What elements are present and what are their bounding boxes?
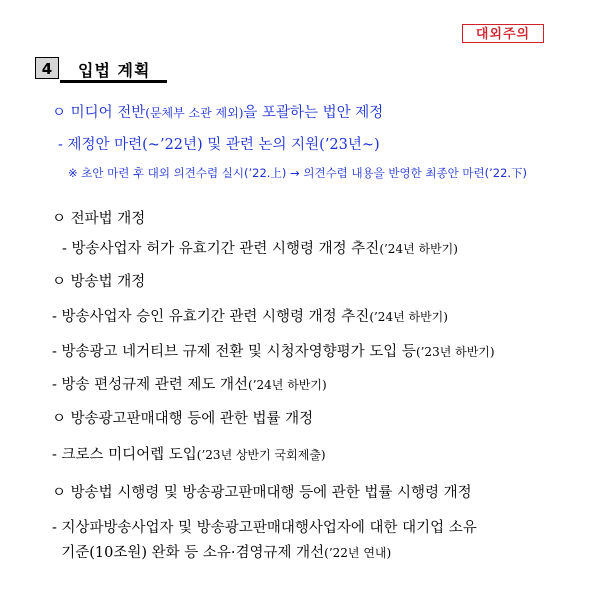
section-title: 입법 계획 bbox=[78, 61, 151, 80]
item-sub bbox=[62, 237, 458, 258]
item-heading: ㅇ 방송법 시행령 및 방송광고판매대행 등에 관한 법률 시행령 개정 bbox=[52, 485, 472, 501]
item-sub-text: 기준(10조원) 완화 등 소유·겸영규제 개선 bbox=[52, 545, 325, 561]
item-sub bbox=[52, 373, 327, 394]
media-law-sub-item: - 제정안 마련(~’22년) 및 관련 논의 지원(’23년~) bbox=[58, 137, 380, 153]
item-heading: ㅇ 방송법 개정 bbox=[52, 274, 146, 290]
item-sub-text: - 방송사업자 허가 유효기간 관련 시행령 개정 추진 bbox=[62, 241, 380, 257]
media-law-heading-suffix: 을 포괄하는 법안 제정 bbox=[243, 105, 384, 121]
item-sub-text: - 방송사업자 승인 유효기간 관련 시행령 개정 추진 bbox=[52, 309, 370, 325]
item-sub-tail: (’24년 하반기) bbox=[369, 310, 448, 324]
item-sub bbox=[52, 516, 477, 537]
item-sub-tail: (’23년 상반기 국회제출) bbox=[196, 448, 326, 462]
item-sub-tail: (’24년 하반기) bbox=[379, 242, 458, 256]
media-law-heading-paren: (문체부 소관 제외) bbox=[145, 106, 244, 120]
item-sub-tail: (’22년 연내) bbox=[324, 546, 392, 560]
item-heading: ㅇ 방송광고판매대행 등에 관한 법률 개정 bbox=[52, 411, 314, 427]
item-sub bbox=[52, 541, 391, 562]
confidential-stamp: 대외주의 bbox=[462, 24, 544, 43]
item-sub bbox=[52, 443, 326, 464]
item-sub bbox=[52, 340, 495, 361]
media-law-note: ※ 초안 마련 후 대외 의견수렴 실시(’22.上) → 의견수렴 내용을 반영한 최종안 마련(’22.下) bbox=[68, 166, 528, 180]
item-sub-text: - 크로스 미디어렙 도입 bbox=[52, 447, 197, 463]
item-sub bbox=[52, 305, 448, 326]
item-sub-text: - 방송 편성규제 관련 제도 개선 bbox=[52, 377, 249, 393]
item-sub-text: - 방송광고 네거티브 규제 전환 및 시청자영향평가 도입 등 bbox=[52, 344, 416, 360]
item-sub-text: - 지상파방송사업자 및 방송광고판매대행사업자에 대한 대기업 소유 bbox=[52, 520, 477, 536]
media-law-heading bbox=[52, 101, 383, 122]
item-sub-tail: (’24년 하반기) bbox=[248, 378, 327, 392]
media-law-heading-main: ㅇ 미디어 전반 bbox=[52, 105, 146, 121]
section-number: 4 bbox=[35, 57, 59, 79]
item-sub-tail: (’23년 하반기) bbox=[415, 345, 495, 359]
item-heading: ㅇ 전파법 개정 bbox=[52, 211, 146, 227]
section-underline bbox=[60, 80, 167, 83]
